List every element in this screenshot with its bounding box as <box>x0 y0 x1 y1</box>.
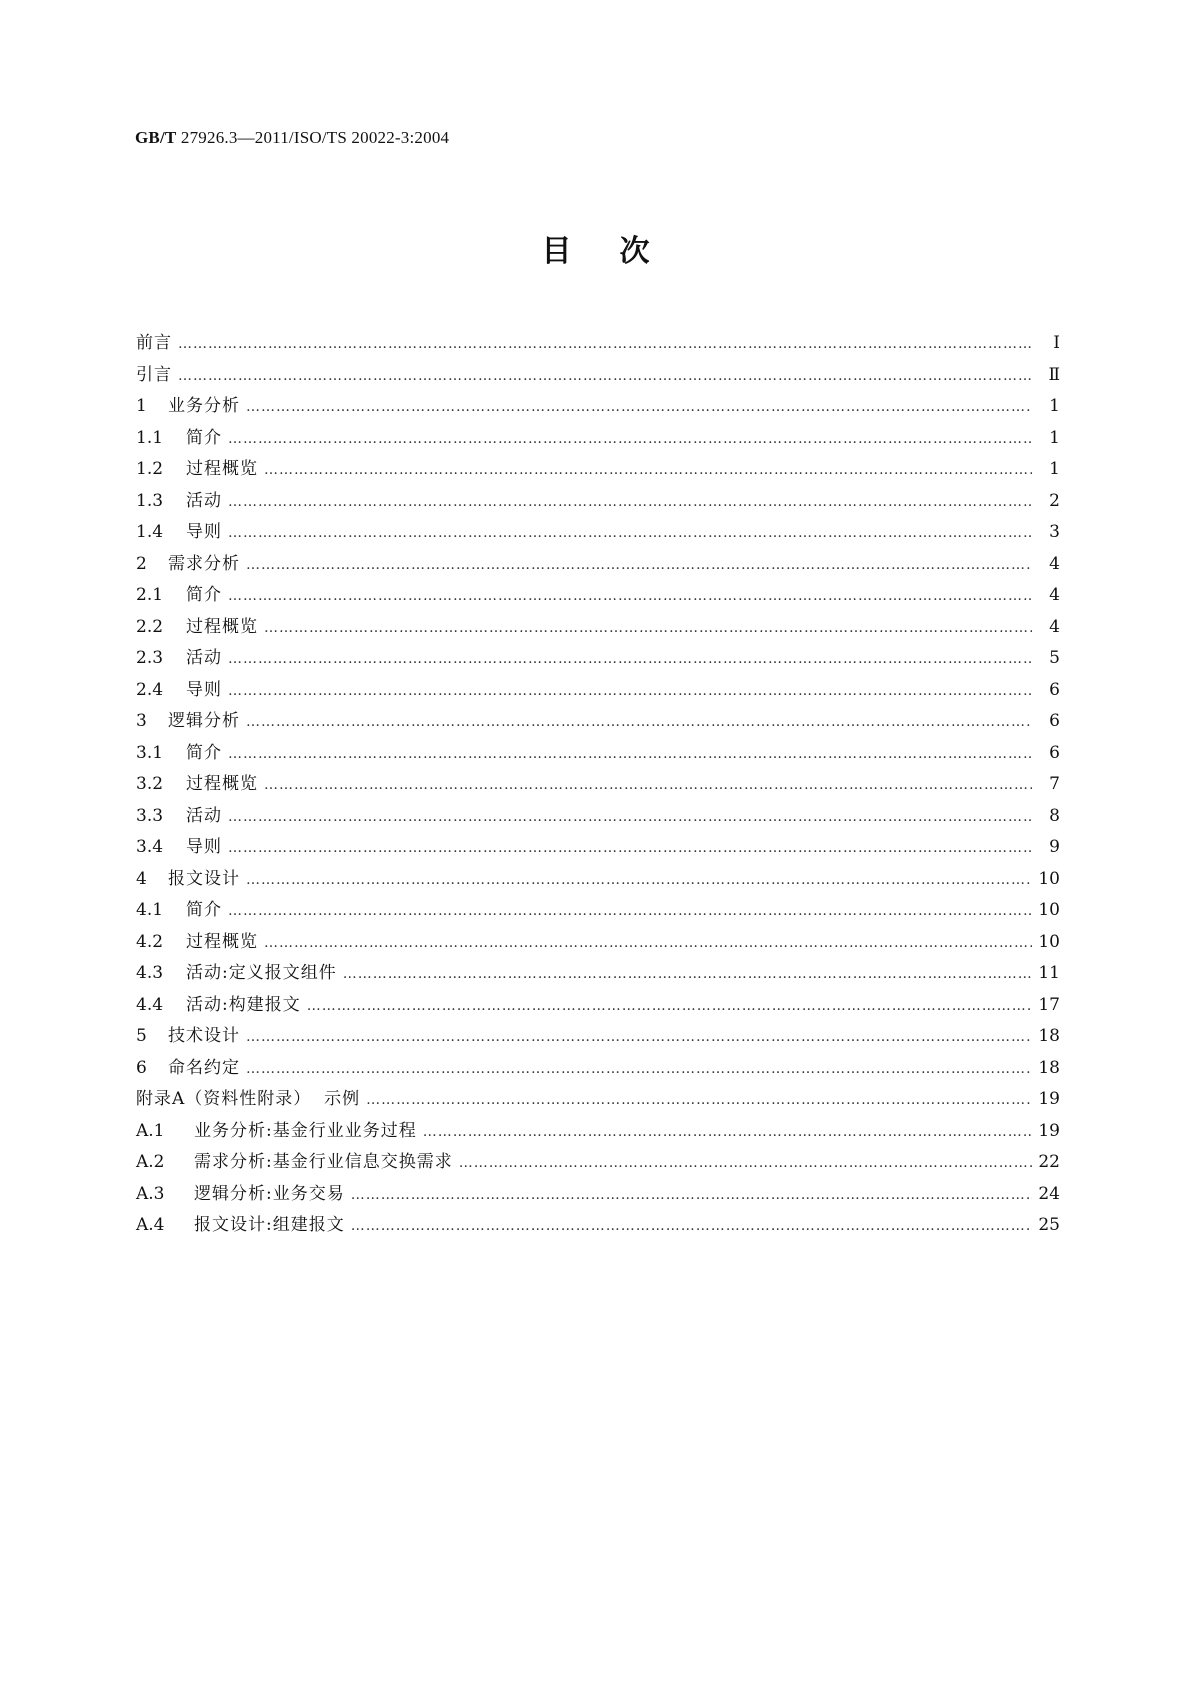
toc-entry-label: 活动:定义报文组件 <box>186 963 337 983</box>
toc-entry-label: 需求分析 <box>168 553 240 574</box>
toc-entry[interactable] <box>136 1084 1060 1116</box>
toc-entry[interactable] <box>136 675 1060 707</box>
toc-entry-number: 2 <box>136 553 147 574</box>
toc-entry-page: 24 <box>1038 1183 1060 1204</box>
toc-entry-label: 简介 <box>186 427 222 448</box>
toc-entry[interactable] <box>136 1210 1060 1242</box>
toc-entry-number: 2.2 <box>136 616 164 637</box>
toc-entry[interactable] <box>136 549 1060 581</box>
toc-leader-dots <box>423 1124 1032 1140</box>
toc-leader-dots <box>228 683 1032 699</box>
toc-entry-number: 4.4 <box>136 994 164 1015</box>
toc-entry-number: 2.3 <box>136 648 164 668</box>
toc-entry[interactable] <box>136 769 1060 801</box>
toc-leader-dots <box>246 714 1032 730</box>
toc-entry-page: 9 <box>1049 837 1060 857</box>
toc-leader-dots <box>246 1029 1032 1045</box>
toc-leader-dots <box>228 903 1032 919</box>
toc-leader-dots <box>264 935 1032 951</box>
toc-leader-dots <box>343 966 1032 982</box>
toc-entry[interactable] <box>136 391 1060 423</box>
toc-entry-number: 1.3 <box>136 490 164 511</box>
toc-leader-dots <box>228 494 1032 510</box>
toc-entry-label: 附录A（资料性附录） 示例 <box>136 1089 361 1109</box>
toc-entry-label: 过程概览 <box>186 931 258 952</box>
toc-leader-dots <box>459 1155 1032 1171</box>
toc-leader-dots <box>178 336 1032 352</box>
toc-entry[interactable] <box>136 423 1060 455</box>
toc-leader-dots <box>366 1092 1032 1108</box>
toc-entry-label: 导则 <box>186 837 222 857</box>
toc-entry-number: 5 <box>136 1026 147 1046</box>
toc-entry-number: 3 <box>136 711 147 731</box>
toc-entry[interactable] <box>136 1179 1060 1211</box>
toc-leader-dots <box>351 1187 1032 1203</box>
toc-entry[interactable] <box>136 1116 1060 1148</box>
toc-entry-number: A.4 <box>136 1215 165 1235</box>
toc-entry-label: 技术设计 <box>168 1026 240 1046</box>
toc-leader-dots <box>246 557 1032 573</box>
toc-entry[interactable] <box>136 801 1060 833</box>
toc-entry-label: 前言 <box>136 333 172 353</box>
toc-entry-label: 活动:构建报文 <box>186 994 301 1015</box>
toc-entry-label: 简介 <box>186 900 222 920</box>
toc-entry[interactable] <box>136 1147 1060 1179</box>
toc-entry[interactable] <box>136 486 1060 518</box>
toc-entry-number: A.1 <box>136 1120 165 1141</box>
toc-entry-label: 过程概览 <box>186 774 258 794</box>
toc-entry-page: 1 <box>1049 427 1060 448</box>
toc-entry-page: 6 <box>1049 711 1060 731</box>
toc-entry-page: 4 <box>1049 553 1060 574</box>
toc-leader-dots <box>178 368 1032 384</box>
toc-entry-page: 8 <box>1049 805 1060 826</box>
toc-entry-number: A.3 <box>136 1183 165 1204</box>
toc-leader-dots <box>228 746 1032 762</box>
toc-entry-label: 逻辑分析:业务交易 <box>194 1183 345 1204</box>
toc-entry[interactable] <box>136 360 1060 392</box>
toc-entry-number: 3.3 <box>136 805 164 826</box>
toc-entry-page: 7 <box>1049 774 1060 794</box>
toc-leader-dots <box>228 431 1032 447</box>
toc-entry-page: 3 <box>1049 522 1060 542</box>
toc-entry-label: 业务分析:基金行业业务过程 <box>194 1120 417 1141</box>
toc-leader-dots <box>228 809 1032 825</box>
toc-leader-dots <box>228 651 1032 667</box>
toc-entry-page: 4 <box>1049 616 1060 637</box>
toc-entry-number: 4.2 <box>136 931 164 952</box>
toc-leader-dots <box>228 840 1032 856</box>
toc-entry[interactable] <box>136 706 1060 738</box>
toc-entry-page: 5 <box>1049 648 1060 668</box>
toc-entry-label: 需求分析:基金行业信息交换需求 <box>194 1152 453 1172</box>
document-header <box>135 128 449 148</box>
toc-leader-dots <box>246 1061 1032 1077</box>
toc-entry[interactable] <box>136 454 1060 486</box>
toc-entry-number: 1.4 <box>136 522 164 542</box>
toc-entry-label: 命名约定 <box>168 1057 240 1078</box>
toc-entry-page: 18 <box>1038 1057 1060 1078</box>
toc-leader-dots <box>264 620 1032 636</box>
toc-entry-label: 活动 <box>186 490 222 511</box>
toc-leader-dots <box>351 1218 1032 1234</box>
toc-entry-page: 19 <box>1038 1089 1060 1109</box>
standard-number: 27926.3—2011/ISO/TS 20022-3:2004 <box>180 128 450 147</box>
toc-entry-number: 3.1 <box>136 742 164 763</box>
toc-entry-page: 10 <box>1038 931 1060 952</box>
toc-entry-label: 导则 <box>186 679 222 700</box>
toc-entry-label: 简介 <box>186 742 222 763</box>
toc-leader-dots <box>228 588 1032 604</box>
toc-entry-page: 18 <box>1038 1026 1060 1046</box>
toc-entry-label: 报文设计:组建报文 <box>194 1215 345 1235</box>
toc-entry-number: 1.2 <box>136 459 164 479</box>
toc-entry-page: 6 <box>1049 742 1060 763</box>
toc-entry-page: 1 <box>1049 459 1060 479</box>
toc-entry[interactable] <box>136 927 1060 959</box>
toc-leader-dots <box>246 872 1032 888</box>
toc-entry-page: 17 <box>1038 994 1060 1015</box>
toc-entry-number: 2.1 <box>136 585 164 605</box>
toc-entry-page: 19 <box>1038 1120 1060 1141</box>
toc-entry-page: 2 <box>1049 490 1060 511</box>
toc-entry-number: 3.2 <box>136 774 164 794</box>
toc-entry-number: 1 <box>136 396 147 416</box>
toc-entry-number: 4.3 <box>136 963 164 983</box>
toc-entry[interactable] <box>136 328 1060 360</box>
toc-entry-page: 1 <box>1049 396 1060 416</box>
toc-entry-page: 10 <box>1038 868 1060 889</box>
page-title: 目次 <box>541 234 698 269</box>
toc-entry-number: 1.1 <box>136 427 164 448</box>
toc-entry[interactable] <box>136 1021 1060 1053</box>
toc-entry-number: 2.4 <box>136 679 164 700</box>
toc-entry[interactable] <box>136 612 1060 644</box>
toc-entry-label: 过程概览 <box>186 459 258 479</box>
toc-entry[interactable] <box>136 1053 1060 1085</box>
toc-entry-page: 6 <box>1049 679 1060 700</box>
toc-leader-dots <box>307 998 1032 1014</box>
toc-entry-label: 活动 <box>186 648 222 668</box>
toc-entry[interactable] <box>136 517 1060 549</box>
toc-entry[interactable] <box>136 738 1060 770</box>
toc-entry[interactable] <box>136 580 1060 612</box>
toc-entry[interactable] <box>136 864 1060 896</box>
toc-entry-label: 业务分析 <box>168 396 240 416</box>
standard-prefix: GB/T <box>135 128 177 147</box>
toc-entry-label: 报文设计 <box>168 868 240 889</box>
toc-entry-number: 6 <box>136 1057 147 1078</box>
toc-leader-dots <box>228 525 1032 541</box>
toc-entry-label: 活动 <box>186 805 222 826</box>
table-of-contents <box>136 328 1060 1242</box>
toc-entry[interactable] <box>136 990 1060 1022</box>
toc-leader-dots <box>264 462 1032 478</box>
toc-leader-dots <box>246 399 1032 415</box>
toc-entry-label: 简介 <box>186 585 222 605</box>
toc-entry-page: 4 <box>1049 585 1060 605</box>
toc-entry[interactable] <box>136 643 1060 675</box>
toc-entry-page: 25 <box>1038 1215 1060 1235</box>
toc-entry-number: A.2 <box>136 1152 165 1172</box>
toc-entry[interactable] <box>136 895 1060 927</box>
toc-entry-number: 3.4 <box>136 837 164 857</box>
toc-entry[interactable] <box>136 832 1060 864</box>
toc-entry-label: 过程概览 <box>186 616 258 637</box>
toc-leader-dots <box>264 777 1032 793</box>
toc-entry-page: 10 <box>1038 900 1060 920</box>
toc-entry-page: 22 <box>1038 1152 1060 1172</box>
toc-entry-label: 引言 <box>136 364 172 385</box>
toc-entry-page: Ⅰ <box>1053 333 1060 353</box>
toc-entry-page: Ⅱ <box>1048 364 1060 385</box>
toc-entry-label: 逻辑分析 <box>168 711 240 731</box>
toc-entry-number: 4.1 <box>136 900 164 920</box>
toc-entry-number: 4 <box>136 868 147 889</box>
toc-entry-page: 11 <box>1038 963 1060 983</box>
toc-entry[interactable] <box>136 958 1060 990</box>
toc-entry-label: 导则 <box>186 522 222 542</box>
